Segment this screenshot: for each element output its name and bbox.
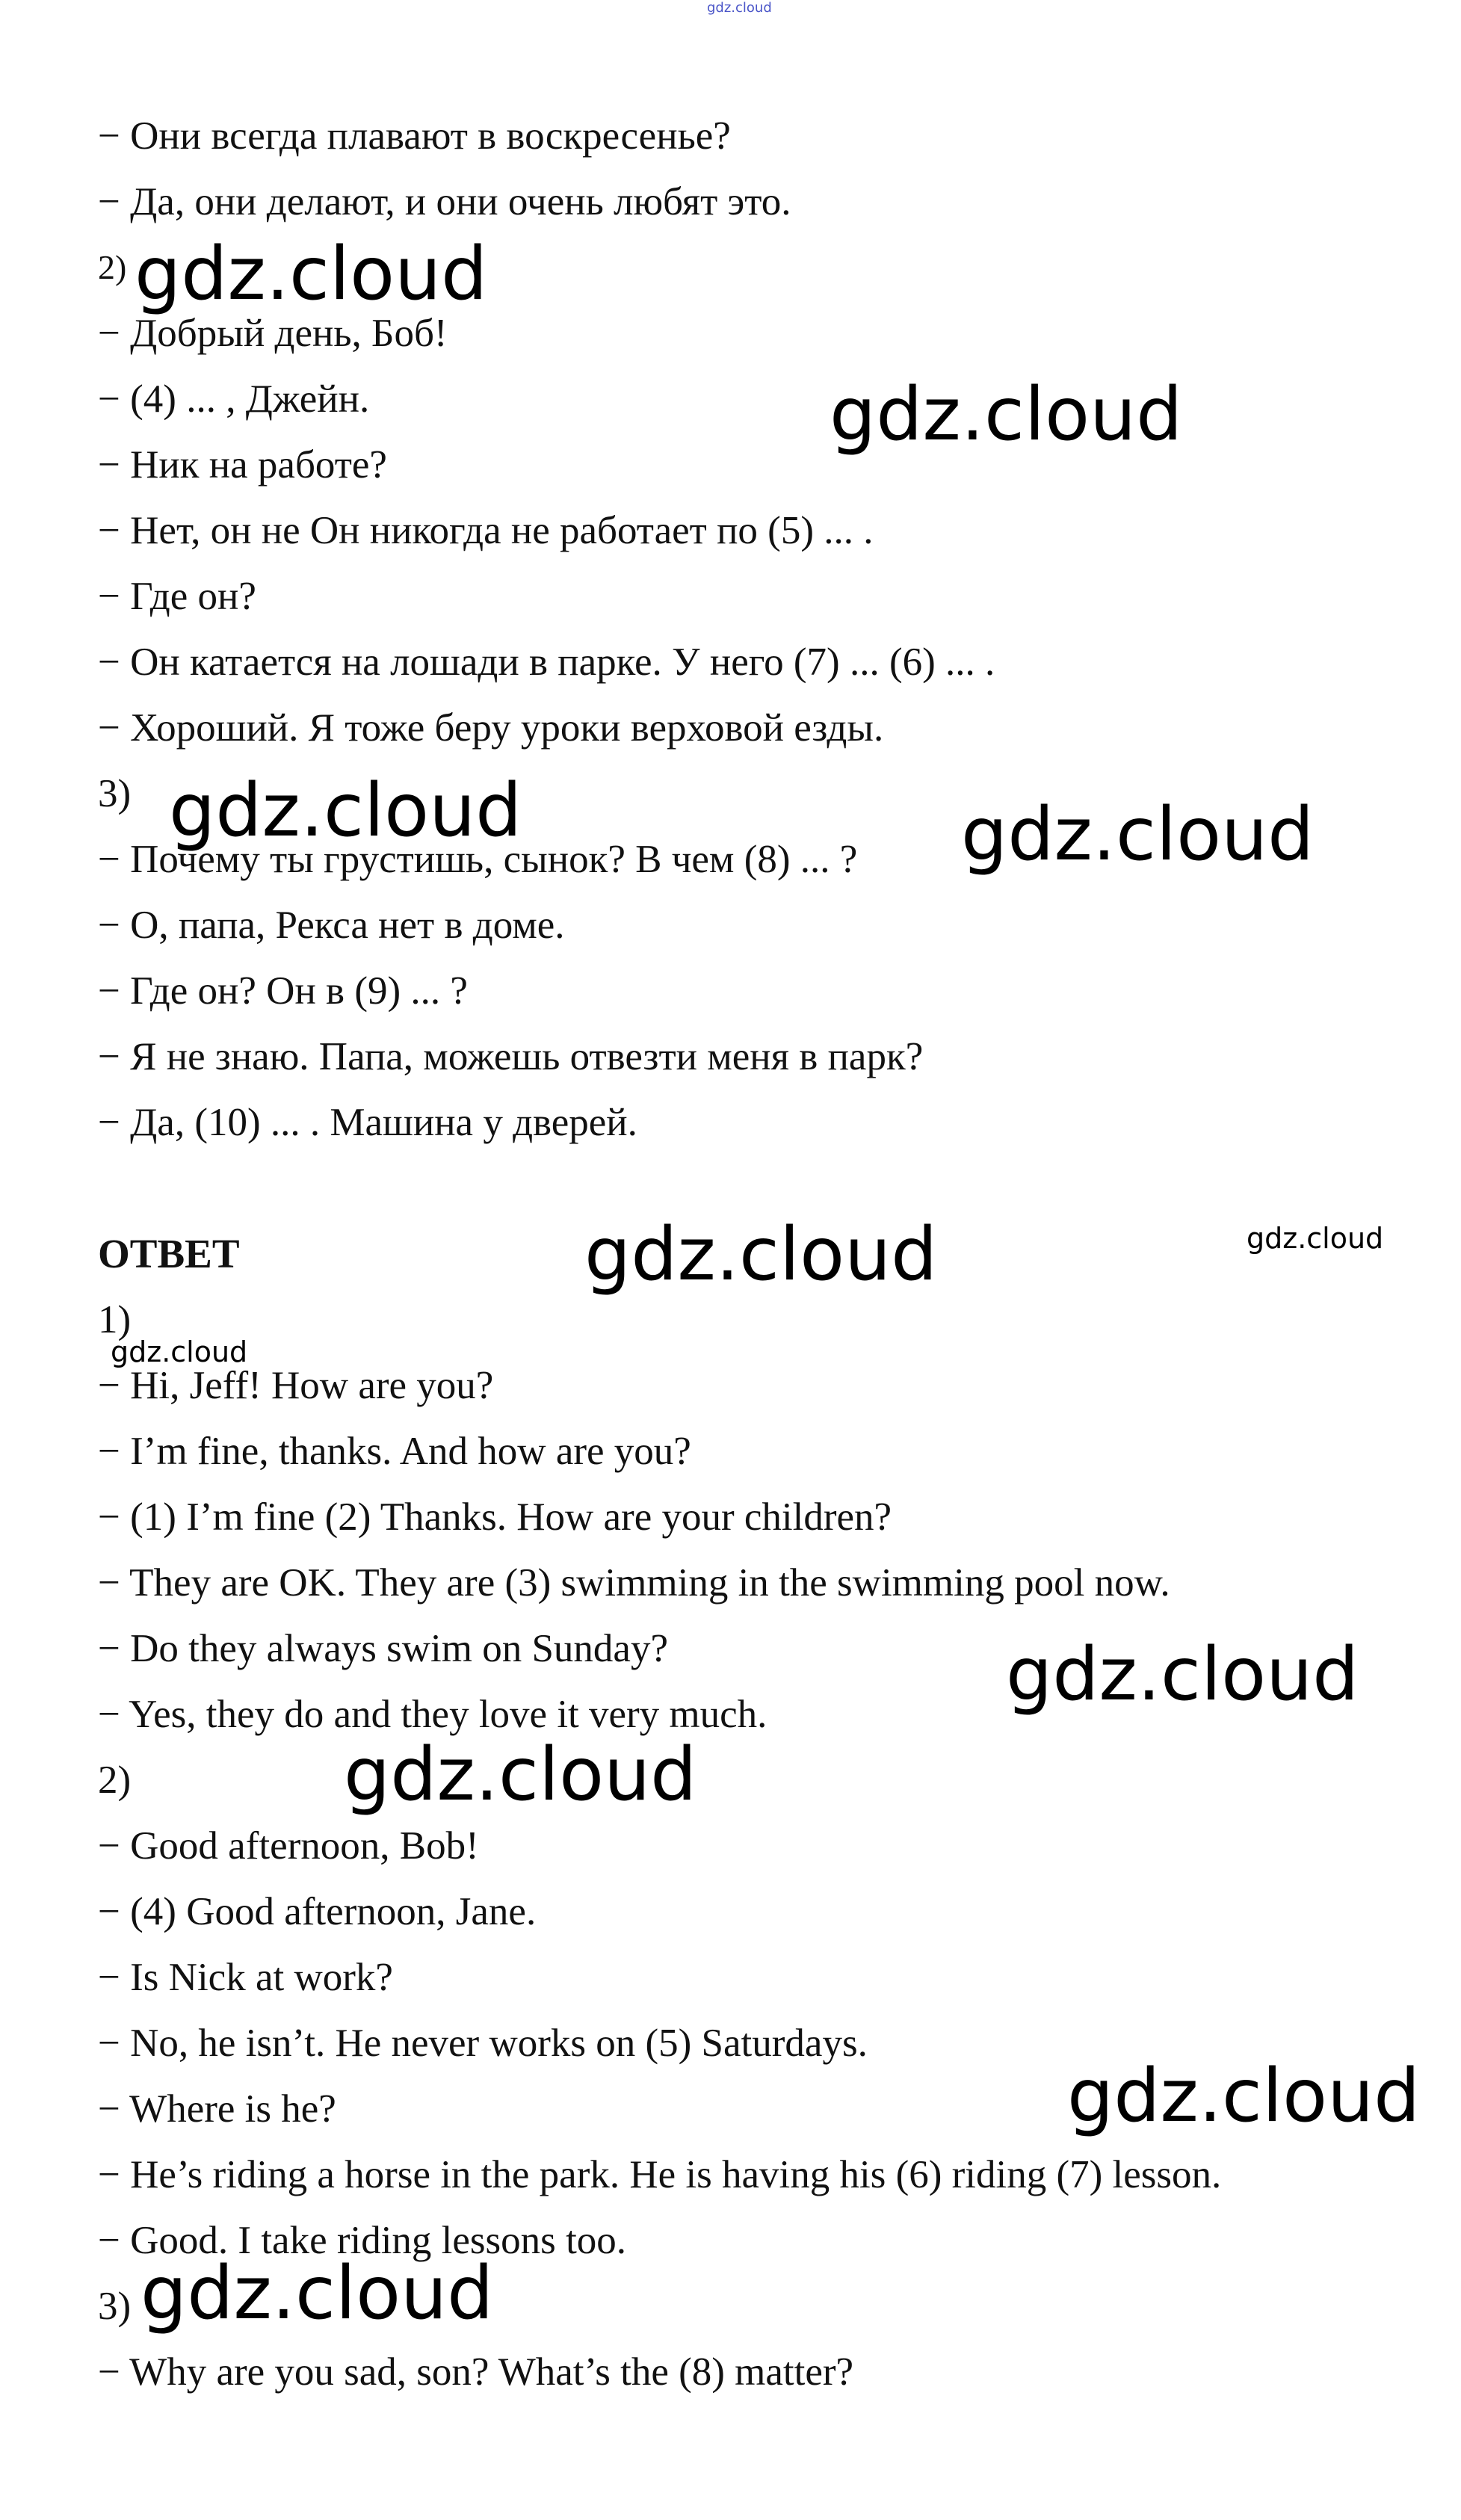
watermark: gdz.cloud xyxy=(111,1335,248,1368)
text-line: − Good afternoon, Bob! xyxy=(98,1824,479,1868)
section-number: 1) xyxy=(98,1298,132,1341)
watermark: gdz.cloud xyxy=(961,792,1315,877)
text-line: − (4) Good afternoon, Jane. xyxy=(98,1890,537,1933)
text-line: − No, he isn’t. He never works on (5) Saturdays. xyxy=(98,2022,868,2065)
watermark: gdz.cloud xyxy=(140,2251,494,2336)
text-line: − Ник на работе? xyxy=(98,443,387,487)
text-line: − Good. I take riding lessons too. xyxy=(98,2219,627,2262)
watermark: gdz.cloud xyxy=(344,1732,697,1818)
section-number: 3) xyxy=(98,772,132,815)
text-line: − Do they always swim on Sunday? xyxy=(98,1627,668,1670)
text-line: − (4) ... , Джейн. xyxy=(98,377,370,421)
text-line: − I’m fine, thanks. And how are you? xyxy=(98,1430,691,1473)
text-line: − Нет, он не Он никогда не работает по (5) ... . xyxy=(98,509,874,552)
text-line: − They are OK. They are (3) swimming in the swimming pool now. xyxy=(98,1561,1170,1605)
watermark: gdz.cloud xyxy=(1247,1222,1384,1255)
text-line: − Он катается на лошади в парке. У него (7) ... (6) ... . xyxy=(98,640,995,684)
text-line: − Да, они делают, и они очень любят это. xyxy=(98,180,791,223)
answer-heading: ОТВЕТ xyxy=(98,1231,240,1276)
watermark: gdz.cloud xyxy=(1067,2054,1421,2139)
section-number: 2) xyxy=(98,248,127,286)
text-line: − He’s riding a horse in the park. He is having his (6) riding (7) lesson. xyxy=(98,2153,1222,2196)
text-line: − Где он? xyxy=(98,575,256,618)
text-line: − Hi, Jeff! How are you? xyxy=(98,1364,494,1407)
section-number: 2) xyxy=(98,1758,132,1802)
text-line: − О, папа, Рекса нет в доме. xyxy=(98,904,565,947)
text-line: − Yes, they do and they love it very much. xyxy=(98,1693,767,1736)
watermark: gdz.cloud xyxy=(1006,1632,1359,1717)
text-line: − Почему ты грустишь, сынок? В чем (8) ... ? xyxy=(98,838,858,881)
text-line: − Хороший. Я тоже беру уроки верховой езды. xyxy=(98,706,884,750)
text-line: − Где он? Он в (9) ... ? xyxy=(98,969,468,1013)
text-line: − Where is he? xyxy=(98,2087,336,2131)
watermark: gdz.cloud xyxy=(707,0,772,16)
text-line: − Is Nick at work? xyxy=(98,1956,393,1999)
text-line: − Они всегда плавают в воскресенье? xyxy=(98,114,731,158)
text-line: − (1) I’m fine (2) Thanks. How are your children? xyxy=(98,1495,892,1539)
text-line: − Я не знаю. Папа, можешь отвезти меня в парк? xyxy=(98,1035,924,1078)
text-line: − Why are you sad, son? What’s the (8) matter? xyxy=(98,2350,854,2394)
text-line: − Да, (10) ... . Машина у дверей. xyxy=(98,1101,637,1144)
watermark: gdz.cloud xyxy=(584,1212,938,1297)
text-line: − Добрый день, Боб! xyxy=(98,312,448,355)
watermark: gdz.cloud xyxy=(830,372,1183,457)
watermark: gdz.cloud xyxy=(135,232,488,317)
section-number: 3) xyxy=(98,2285,132,2328)
watermark: gdz.cloud xyxy=(169,768,522,853)
